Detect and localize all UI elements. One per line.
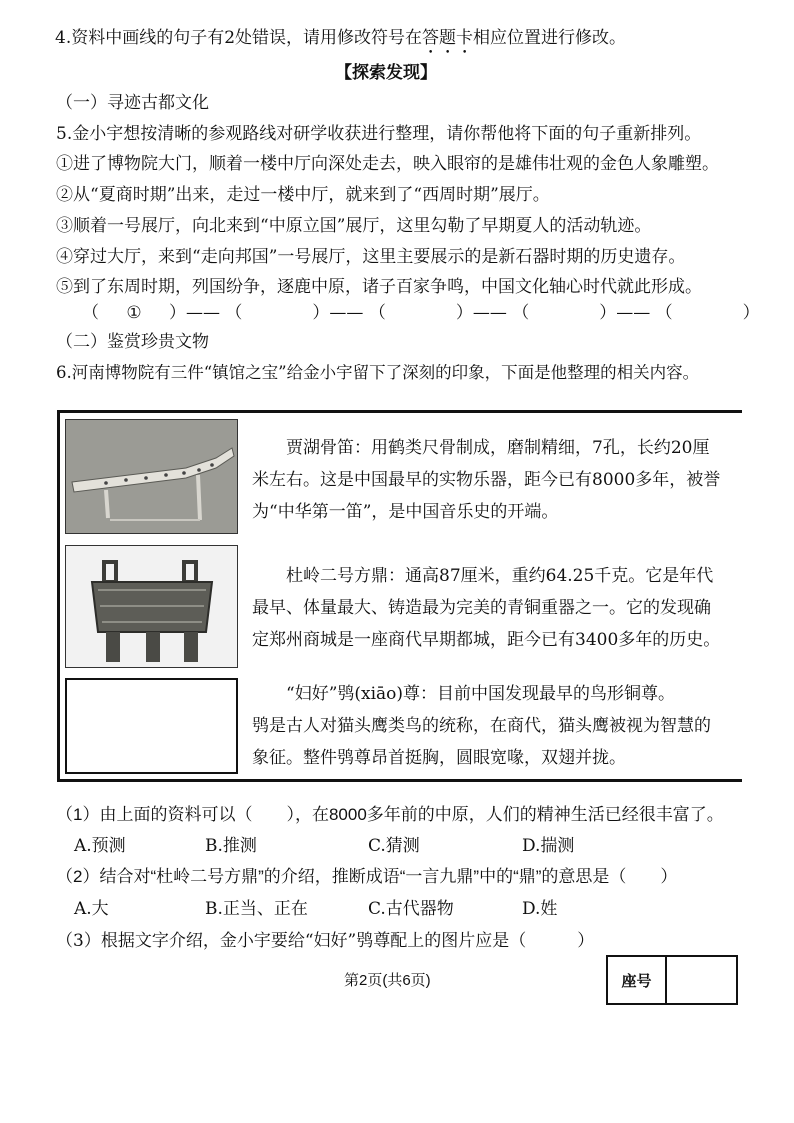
seq-slot-1[interactable]: ① bbox=[126, 303, 142, 323]
sub2-option-c[interactable]: C.古代器物 bbox=[368, 899, 454, 919]
seat-number-field[interactable] bbox=[667, 957, 736, 1003]
owl-zun-image-placeholder[interactable] bbox=[65, 678, 238, 774]
sub1-option-b[interactable]: B.推测 bbox=[205, 836, 257, 856]
bronze-ding-description: 杜岭二号方鼎：通高87厘米，重约64.25千克。它是年代 最早、体量最大、铸造最为完美的青铜重器之一。它的发现确 定郑州商城是一座商代早期都城，距今已有3400多年的历史。 bbox=[252, 566, 721, 650]
q5-item-2: ②从“夏商时期”出来，走过一楼中厅，就来到了“西周时期”展厅。 bbox=[56, 185, 550, 205]
section-title: 【探索发现】 bbox=[335, 63, 437, 83]
q5-prompt: 5.金小宇想按清晰的参观路线对研学收获进行整理，请你帮他将下面的句子重新排列。 bbox=[56, 124, 702, 144]
part2-title: （二）鉴赏珍贵文物 bbox=[56, 332, 209, 352]
q5-item-5: ⑤到了东周时期，列国纷争，逐鹿中原，诸子百家争鸣，中国文化轴心时代就此形成。 bbox=[56, 277, 702, 297]
q5-item-4: ④穿过大厅，来到“走向邦国”一号展厅，这里主要展示的是新石器时期的历史遗存。 bbox=[56, 247, 686, 267]
bone-flute-photo bbox=[65, 419, 238, 534]
sub1-option-a[interactable]: A.预测 bbox=[74, 836, 126, 856]
q5-item-3: ③顺着一号展厅，向北来到“中原立国”展厅，这里勾勒了早期夏人的活动轨迹。 bbox=[56, 216, 652, 236]
sub2-option-d[interactable]: D.姓 bbox=[522, 899, 558, 919]
sub1-option-c[interactable]: C.猜测 bbox=[368, 836, 420, 856]
seat-number-box bbox=[606, 955, 738, 1005]
sub3-stem: （3）根据文字介绍，金小宇要给“妇好”鸮尊配上的图片应是（ ） bbox=[56, 931, 595, 951]
seat-label: 座号 bbox=[608, 957, 667, 1003]
q5-sequence-answer: （ ① ）—— （ ）—— （ ）—— （ ）—— （ ） bbox=[82, 303, 760, 323]
owl-zun-description: “妇好”鸮(xiāo)尊：目前中国发现最早的鸟形铜尊。 鸮是古人对猫头鹰类鸟的统称，在商代，猫头鹰被视为智慧的 象征。整件鸮尊昂首挺胸，圆眼宽喙，双翅并拢。 bbox=[252, 684, 711, 768]
q4-dotted-text: 答题卡 bbox=[422, 28, 474, 48]
q6-prompt: 6.河南博物院有三件“镇馆之宝”给金小宇留下了深刻的印象，下面是他整理的相关内容。 bbox=[56, 363, 700, 382]
bronze-ding-photo bbox=[65, 545, 238, 668]
sub2-stem: （2）结合对“杜岭二号方鼎”的介绍，推断成语“一言九鼎”中的“鼎”的意思是（ ） bbox=[56, 867, 678, 886]
page-number: 第2页(共6页) bbox=[344, 972, 431, 989]
sub2-option-b[interactable]: B.正当、正在 bbox=[205, 899, 308, 919]
q4-instruction: 4.资料中画线的句子有2处错误，请用修改符号在答题卡相应位置进行修改。 bbox=[55, 28, 627, 48]
part1-title: （一）寻迹古都文化 bbox=[56, 93, 209, 113]
sub1-option-d[interactable]: D.揣测 bbox=[522, 836, 575, 856]
sub2-option-a[interactable]: A.大 bbox=[74, 899, 109, 919]
sub1-stem: （1）由上面的资料可以（ ），在8000多年前的中原，人们的精神生活已经很丰富了。 bbox=[56, 805, 724, 824]
bone-flute-description: 贾湖骨笛：用鹤类尺骨制成，磨制精细，7孔，长约20厘 米左右。这是中国最早的实物乐器，距今已有8000多年，被誉 为“中华第一笛”，是中国音乐史的开端。 bbox=[252, 438, 721, 522]
q5-item-1: ①进了博物院大门，顺着一楼中厅向深处走去，映入眼帘的是雄伟壮观的金色人象雕塑。 bbox=[56, 154, 719, 174]
